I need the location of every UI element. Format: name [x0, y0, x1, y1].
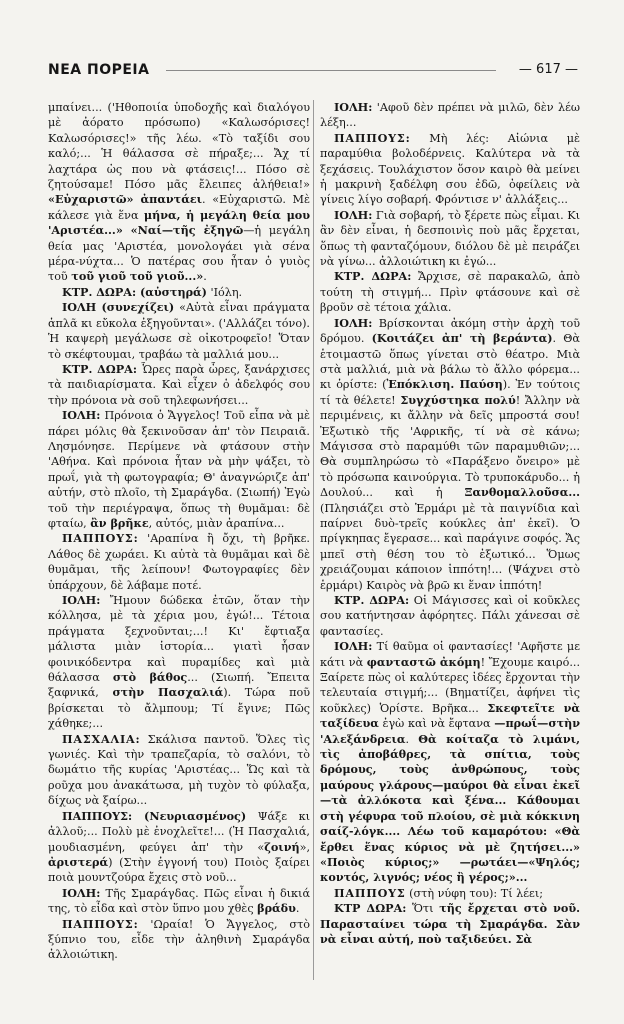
text-run: », [299, 840, 310, 854]
emphasis-text: ΚΤΡ. ΔΩΡΑ: (αὐστηρά) [62, 284, 207, 299]
text-run: Βρίσκονται ἀκόμη στὴν ἀρχὴ τοῦ δρόμου. [320, 316, 580, 346]
paragraph [320, 208, 580, 270]
emphasis-text: ἂν βρῆκε [90, 515, 149, 530]
emphasis-text: βράδυ [257, 901, 296, 916]
paragraph [320, 131, 580, 208]
text-run [123, 224, 131, 237]
emphasis-text: ΠΑΠΠΟΥΣ [334, 885, 406, 900]
text-run: Οἱ Μάγισσες καὶ οἱ κοῦκλες σου κατήντησαν ἀφόρητες. Πάλι χάνεσαι σὲ φαντασίες. [320, 594, 580, 638]
text-run: Ἄρχισε, σὲ παρακαλῶ, ἀπὸ τούτη τὴ στιγμή... Πρὶν φτάσουνε καὶ σὲ βροῦν σὲ τέτοια χάλια. [320, 270, 580, 315]
text-run: Ψάξε κι ἀλλοῦ;... Πολὺ μὲ ἐνοχλεῖτε!... (Ἡ Πασχαλιά, μουδιασμένη, φεύγει ἀπ' τὴν « [48, 809, 310, 854]
paragraph [48, 531, 310, 593]
text-run: 'Ιόλη. [206, 285, 243, 299]
emphasis-text: ΙΟΛΗ (συνεχίζει) [62, 300, 175, 315]
text-run: , αὐτός, μιὰν ἀραπίνα... [148, 516, 285, 530]
paragraph [320, 316, 580, 593]
text-run: 'Αραπίνα ἢ ὄχι, τὴ βρῆκε. Λάθος δὲ χωράει. Κι αὐτὰ τὰ θυμᾶμαι καὶ δὲ θυμᾶμαι, τῆς λείπουν! Φωτογραφίες δὲν ὑπάρχουν, δὲ λάβαμε ποτέ. [48, 532, 310, 592]
emphasis-text: Σκεφτεῖτε νὰ ταξίδευα [320, 700, 580, 731]
emphasis-text: ΠΑΠΠΟΥΣ: [334, 130, 411, 145]
emphasis-text: ΙΟΛΗ: [62, 408, 101, 423]
text-run: Σκάλισα παντοῦ. Ὅλες τὶς γωνιές. Καὶ τὴν τραπεζαρία, τὸ σαλόνι, τὸ δωμάτιο τῆς κυρίας 'Αριστέας... Ὥς καὶ τὰ ροῦχα μου ἀνακάτωσα, μὴ τυχὸν τὸ φύλαξα, δίχως νὰ ξαίρω... [48, 732, 310, 808]
page-number: — 617 — [518, 62, 578, 77]
emphasis-text: —πρωΐ—στὴν 'Αλεξάνδρεια [320, 716, 580, 746]
text-run: Τί θαῦμα οἱ φαντασίες! 'Αφῆστε με κάτι νὰ [320, 640, 580, 669]
emphasis-text: μήνα, ἡ μεγάλη θεία μου 'Αριστέα...» [48, 207, 310, 238]
text-run: «Αὐτὰ εἶναι πράγματα ἁπλᾶ κι εὔκολα ἐξηγοῦνται». ('Αλλάζει τόνο). Ἡ καψερὴ μεγάλωσε σὲ οἰκοτροφεῖο! Ὅταν τὸ σκέφτουμαι, τραβάω τὰ μαλλιά μου... [48, 301, 310, 361]
text-run: 'Αφοῦ δὲν πρέπει νὰ μιλῶ, δὲν λέω λέξη... [320, 101, 580, 130]
emphasis-text: (Κοιτάζει ἀπ' τὴ βεράντα) [371, 331, 553, 346]
emphasis-text: ΙΟΛΗ: [334, 315, 373, 330]
emphasis-text: ΙΟΛΗ: [334, 207, 373, 222]
emphasis-text: ΚΤΡ. ΔΩΡΑ: [62, 361, 137, 376]
paragraph [320, 639, 580, 886]
text-run: . Θὰ ἑτοιμαστῶ ὅπως γίνεται στὸ θέατρο. Μιὰ στὰ μαλλιά, μιὰ νὰ βάλω τὸ ἄλλο φόρεμα... κι ὁρίστε: ( [320, 332, 580, 392]
text-run: Μὴ λές: Αἰώνια μὲ παραμύθια βολοδέρνεις. Καλύτερα νὰ τὰ ξεχάσεις. Τουλάχιστον ὅσον καιρὸ θὰ μείνει ἡ μακρινὴ ξαδέλφη σου ἐδῶ, ὀφείλεις νὰ γίνεις λίγο σοβαρή. Φρόντισε ν' ἀλλάξεις... [320, 131, 580, 207]
emphasis-text: ΠΑΠΠΟΥΣ: [62, 531, 139, 546]
text-run: ἐγὼ καὶ νὰ ἔφτανα [378, 717, 495, 731]
paragraph [48, 285, 310, 300]
emphasis-text: ΠΑΣΧΑΛΙΑ: [62, 731, 141, 746]
text-run: 'Ωραία! Ὁ Ἄγγελος, στὸ ξύπνιο του, εἶδε τὴν ἀληθινὴ Σμαράγδα ἀλλοιώτικη. [48, 917, 310, 962]
text-run: —ἡ μεγάλη θεία μας 'Αριστέα, μονολογάει γιὰ σένα μέρα-νύχτα... Ὁ πατέρας σου ἦταν ὁ γυιὸς τοῦ [48, 224, 310, 284]
emphasis-text: ΠΑΠΠΟΥΣ: (Νευριασμένος) [62, 808, 247, 823]
text-run: . [295, 902, 300, 916]
text-run: ! Ἔχουμε καιρό... Ξαίρετε πὼς οἱ καλύτερες ἰδέες ἔρχονται τὴν τελευταία στιγμή;... (Βηματίζει, ἀφήνει τὶς κοῦκλες) Ὁρίστε. Βρῆκα... [320, 655, 581, 715]
emphasis-text: ζοινή [264, 839, 300, 854]
header-rule [166, 70, 496, 71]
paragraph [48, 593, 310, 732]
right-column [320, 100, 580, 947]
text-run: ... (Σιωπή. Ἔπειτα ξαφνικά, [48, 671, 310, 700]
emphasis-text: ΙΟΛΗ: [62, 885, 101, 900]
paragraph [48, 408, 310, 531]
paragraph [48, 886, 310, 917]
paragraph [48, 100, 310, 285]
running-header [48, 60, 578, 84]
column-divider [313, 100, 314, 980]
text-run: Γιὰ σοβαρή, τὸ ξέρετε πὼς εἶμαι. Κι ἂν δὲν εἶναι, ἡ δεσποινὶς ποὺ μᾶς ἔρχεται, ὅπως τὴ φανταζόμουν, διόλου δὲ μὲ πειράζει νὰ γίνω... ἀλλοιώτικη κι ἐγώ... [320, 208, 580, 269]
text-run: (Πλησιάζει στὸ Ἑρμάρι μὲ τὰ παιγνίδια καὶ παίρνει δυὸ-τρεῖς κούκλες ἀπ' ἐκεῖ). Ὁ πρίγκηπας ἔγερασε... καὶ παράγινε σοφός. Ἄς μπεῖ στὴ θέση του τὸ ἐξωτικό... Ὅμως χρειάζουμαι κάποιον ἱππότη!... (Ψάχνει στὸ ἑρμάρι) Καιρὸς νὰ βρῶ κι ἕναν ἱππότη! [320, 501, 580, 592]
text-run: ! Ἄλλην νὰ περιμένεις, κι ἄλλην νὰ δεῖς μπροστά σου! Ἐξωτικὸ τῆς 'Αφρικῆς, τί νὰ σὲ κάνω; Μάγισσα στὸ παραμύθι τῶν παραμυθιῶν;... Θὰ συμπληρώσω τὸ «Παράξενο ὄνειρο» μὲ τὸ πρόσωπα καινούργια. Τὸ τρυποκάρυδο... ἡ Δουλού... καὶ ἡ [320, 393, 580, 500]
text-run: . [405, 732, 419, 746]
emphasis-text: φανταστῶ ἀκόμη [366, 654, 481, 669]
emphasis-text: ΚΤΡ ΔΩΡΑ: [334, 901, 407, 916]
text-run: . [203, 270, 207, 284]
text-run: (στὴ νύφη του): Τί λέει; [405, 886, 543, 900]
emphasis-text: στὸ βάθος [112, 670, 188, 685]
emphasis-text: Ἐπόκλιση. Παύση [386, 377, 503, 392]
text-run: ). Ἐν τούτοις τί τὰ θέλετε! [320, 378, 580, 407]
paragraph [320, 100, 580, 131]
emphasis-text: στὴν Πασχαλιά [112, 685, 224, 700]
emphasis-text: «Ναί—τῆς ἐξηγῶ [130, 223, 244, 238]
emphasis-text: ἀριστερά [48, 854, 109, 869]
emphasis-text: ΙΟΛΗ: [334, 639, 373, 654]
emphasis-text: ΙΟΛΗ: [334, 100, 373, 114]
emphasis-text: ΚΤΡ. ΔΩΡΑ: [334, 593, 410, 607]
paragraph [48, 362, 310, 408]
text-run: ) (Στὴν ἐγγονή του) Ποιὸς ξαίρει ποιὰ μουντζούρα ἔχεις στὸ νοῦ... [48, 855, 310, 885]
paragraph [320, 886, 580, 901]
paragraph [320, 269, 580, 315]
paragraph [48, 917, 310, 963]
emphasis-text: Ξανθομαλλοῦσα... [464, 485, 580, 500]
left-column [48, 100, 310, 963]
text-run: Τῆς Σμαράγδας. Πῶς εἶναι ἡ δικιά της, τὸ εἶδα καὶ στὸν ὕπνο μου χθὲς [48, 886, 310, 916]
emphasis-text: Θὰ κοίταζα τὸ λιμάνι, τὶς ἀποβάθρες, τὰ σπίτια, τοὺς δρόμους, τοὺς ἀνθρώπους, τοὺς μαύρους γλάρους—μαύροι θὰ εἶναι ἐκεῖ—τὰ ἀλλόκοτα καὶ ξένα... Κάθουμαι στὴ γέφυρα τοῦ πλοίου, σὲ μιὰ κόκκινη σαίζ-λόγκ.... Λέω τοῦ καμαρότου: «Θὰ ἔρθει ἕνας κύριος νὰ μὲ ζητήσει...» «Ποιὸς κύριος;» —ρωτάει—«Ψηλός; κοντός, λιγνός; νέος ἢ γέρος;»... [320, 731, 580, 885]
paragraph [48, 300, 310, 362]
text-run: Ἤμουν δώδεκα ἐτῶν, ὅταν τὴν κόλλησα, μὲ τὰ χέρια μου, ἐγώ!... Τέτοια πράγματα ξεχνοῦνται;...! Κι' ἔφτιαξα μάλιστα μιὰν ἱστορία... γιατὶ ἦσαν φοινικόδεντρα καὶ πυραμίδες καὶ μιὰ θάλασσα [48, 594, 310, 685]
emphasis-text: ΙΟΛΗ: [62, 593, 101, 607]
emphasis-text: τοῦ γιοῦ τοῦ γιοῦ...» [71, 269, 204, 284]
journal-title: ΝΕΑ ΠΟΡΕΙΑ [48, 62, 150, 78]
paragraph [48, 809, 310, 886]
paragraph [320, 901, 580, 947]
text-run: . «Εὐχαριστῶ. Μὲ κάλεσε γιὰ ἕνα [48, 193, 310, 222]
paragraph [320, 593, 580, 639]
emphasis-text: ΚΤΡ. ΔΩΡΑ: [334, 269, 412, 284]
text-run: Ὅτι [406, 902, 440, 916]
text-run: μπαίνει... ('Ηθοποιία ὑποδοχῆς καὶ διαλόγου μὲ ἀόρατο πρόσωπο) «Καλωσόρισες! Καλωσόρισες!» τῆς λέω. «Τὸ ταξίδι σου καλό;... Ἡ θάλασσα σὲ πήραξε;... Ἄχ τί λαχτάρα ὡς που νὰ φτάσεις!... Πόσο σὲ ζητούσαμε! Πόσο μᾶς ἔλειπες ἀλήθεια!» [48, 101, 310, 192]
paragraph [48, 732, 310, 809]
emphasis-text: «Εὐχαριστῶ» ἀπαντάει [48, 192, 203, 207]
text-run: ). Τώρα ποῦ βρίσκεται τὸ ἄλμπουμ; Τί ἔγινε; Πῶς χάθηκε;... [48, 686, 310, 731]
emphasis-text: τῆς ἔρχεται στὸ νοῦ. Παρασταίνει τώρα τὴ Σμαράγδα. Σὰν νὰ εἶναι αὐτή, ποὺ ταξιδεύει. Σὰ [320, 901, 580, 946]
text-run: Ὧρες παρὰ ὧρες, ξανάρχισες τὰ παιδιαρίσματα. Καὶ εἶχεν ὁ ἀδελφός σου τὴν πρόνοια νὰ σοῦ τηλεφωνήσει... [48, 362, 310, 407]
emphasis-text: Συγχύστηκα πολύ [400, 392, 516, 407]
text-run: Πρόνοια ὁ Ἄγγελος! Τοῦ εἶπα νὰ μὲ πάρει μόλις θὰ ξεκινοῦσαν ἀπ' τὸν Πειραιᾶ. Λησμόνησε. Περίμενε νὰ φτάσουν στὴν 'Αθήνα. Καὶ πρόνοια ἦταν νὰ μὴν ψάξει, τὸ πρωΐ, γιὰ τὴ φωτογραφία; Θ' ἀναγνώριζε ἀπ' αὐτήν, στὸ πλοῖο, τὴ Σμαράγδα. (Σιωπή) Ἐγὼ τοῦ τὴν περιέγραψα, ὅπως τὴ θυμᾶμαι: δὲ φταίω, [48, 409, 310, 530]
emphasis-text: ΠΑΠΠΟΥΣ: [62, 916, 139, 931]
